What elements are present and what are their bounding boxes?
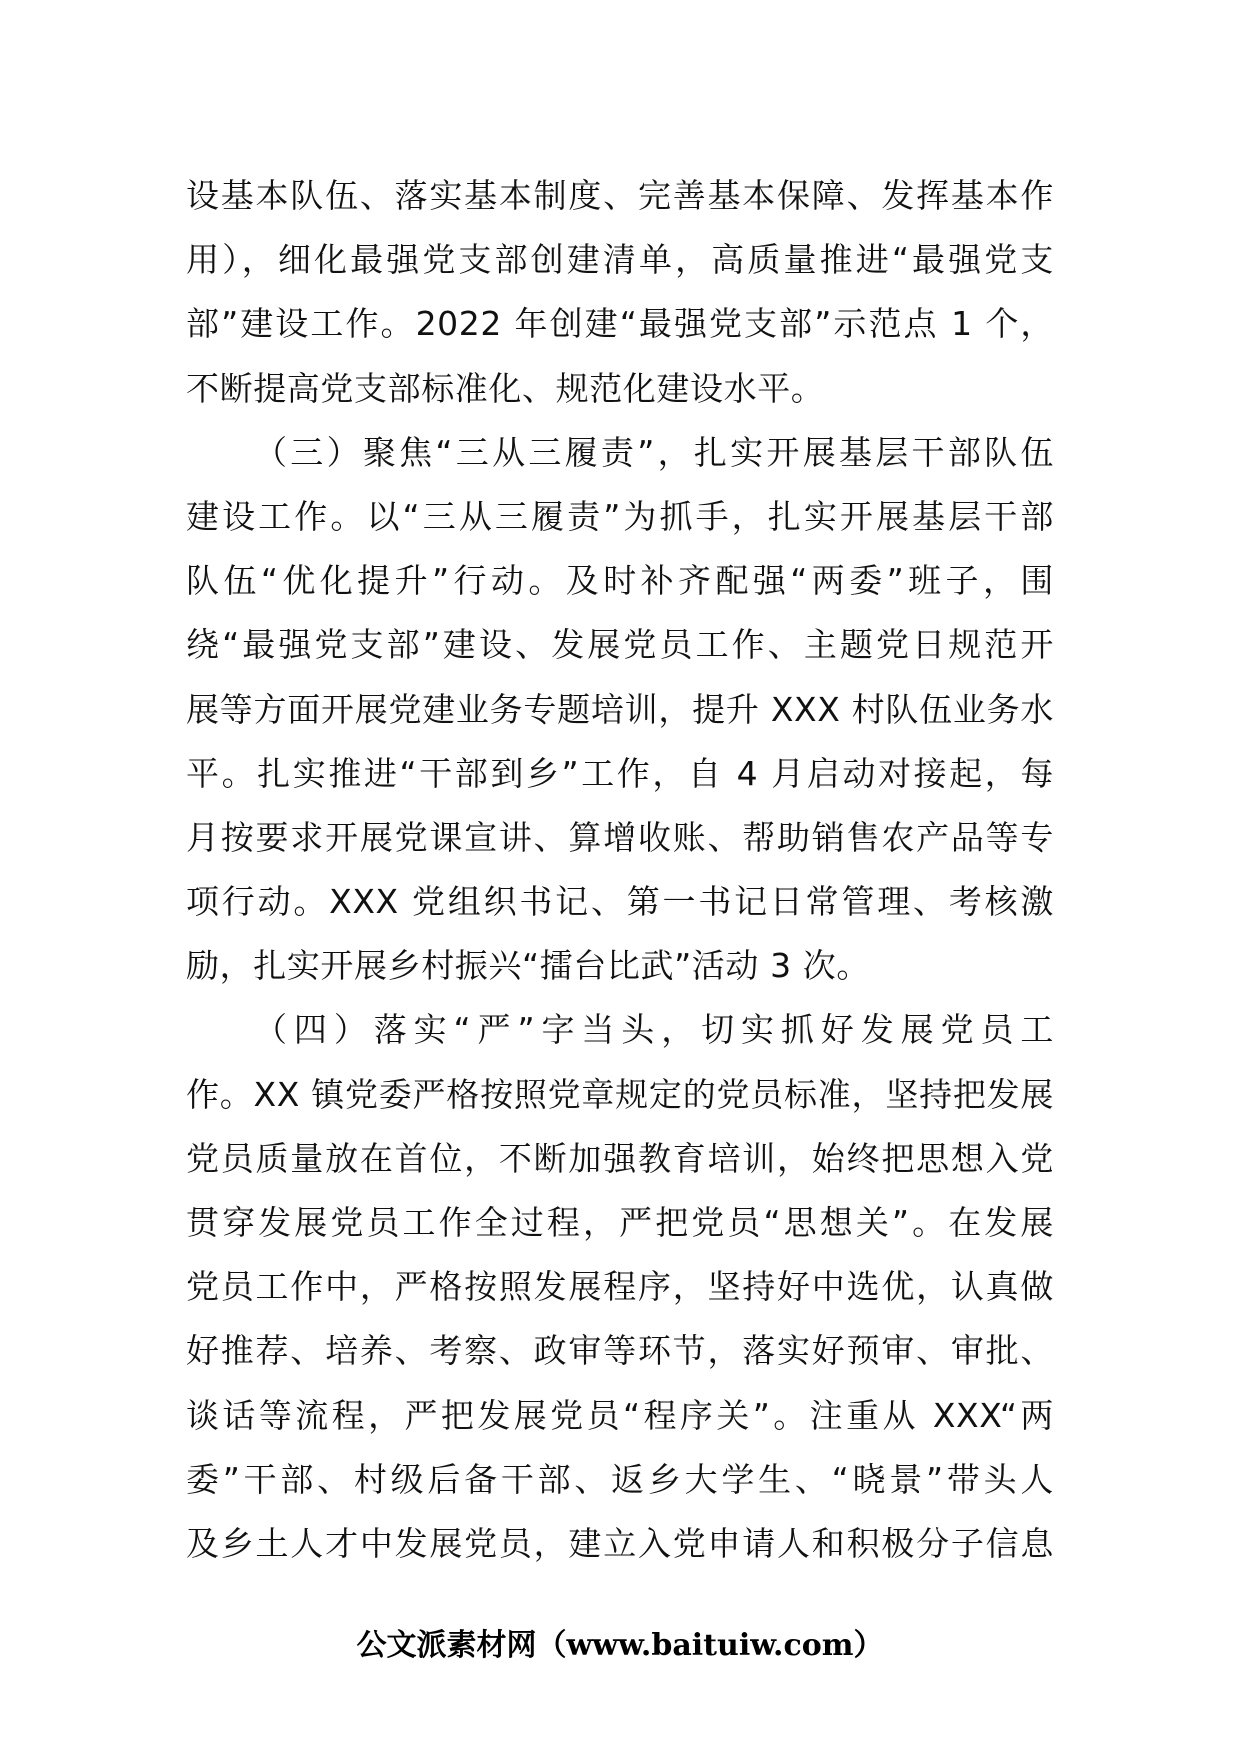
text-line: 励，扎实开展乡村振兴“擂台比武”活动 3 次。 [186, 946, 870, 986]
text-line: 好推荐、培养、考察、政审等环节，落实好预审、审批、 [186, 1331, 1054, 1371]
text-line: 不断提高党支部标准化、规范化建设水平。 [186, 368, 825, 408]
text-line: 部”建设工作。2022 年创建“最强党支部”示范点 1 个， [186, 304, 1054, 344]
text-line: （四）落实“严”字当头，切实抓好发展党员工 [254, 1010, 1054, 1050]
footer-watermark: 公文派素材网（www.baituiw.com） [356, 1628, 884, 1663]
text-line: 党员工作中，严格按照发展程序，坚持好中选优，认真做 [186, 1267, 1054, 1307]
text-line: 建设工作。以“三从三履责”为抓手，扎实开展基层干部 [186, 496, 1054, 536]
text-line: 展等方面开展党建业务专题培训，提升 XXX 村队伍业务水 [186, 689, 1054, 729]
text-line: 党员质量放在首位，不断加强教育培训，始终把思想入党 [186, 1138, 1054, 1178]
text-line: 月按要求开展党课宣讲、算增收账、帮助销售农产品等专 [186, 817, 1054, 857]
text-line: 谈话等流程，严把发展党员“程序关”。注重从 XXX“两 [186, 1395, 1054, 1435]
text-line: 平。扎实推进“干部到乡”工作，自 4 月启动对接起，每 [186, 753, 1054, 793]
text-line: 队伍“优化提升”行动。及时补齐配强“两委”班子，围 [186, 561, 1054, 601]
text-line: 用），细化最强党支部创建清单，高质量推进“最强党支 [186, 240, 1054, 280]
text-line: 委”干部、村级后备干部、返乡大学生、“晓景”带头人 [186, 1459, 1054, 1499]
text-line: 绕“最强党支部”建设、发展党员工作、主题党日规范开 [186, 625, 1054, 665]
text-line: 及乡土人才中发展党员，建立入党申请人和积极分子信息 [186, 1523, 1054, 1563]
text-line: 设基本队伍、落实基本制度、完善基本保障、发挥基本作 [186, 176, 1054, 215]
text-line: 作。XX 镇党委严格按照党章规定的党员标准，坚持把发展 [186, 1074, 1054, 1114]
text-line: （三）聚焦“三从三履责”，扎实开展基层干部队伍 [254, 432, 1054, 472]
text-line: 项行动。XXX 党组织书记、第一书记日常管理、考核激 [186, 882, 1054, 922]
text-line: 贯穿发展党员工作全过程，严把党员“思想关”。在发展 [186, 1203, 1054, 1242]
body-text [186, 164, 1054, 1576]
